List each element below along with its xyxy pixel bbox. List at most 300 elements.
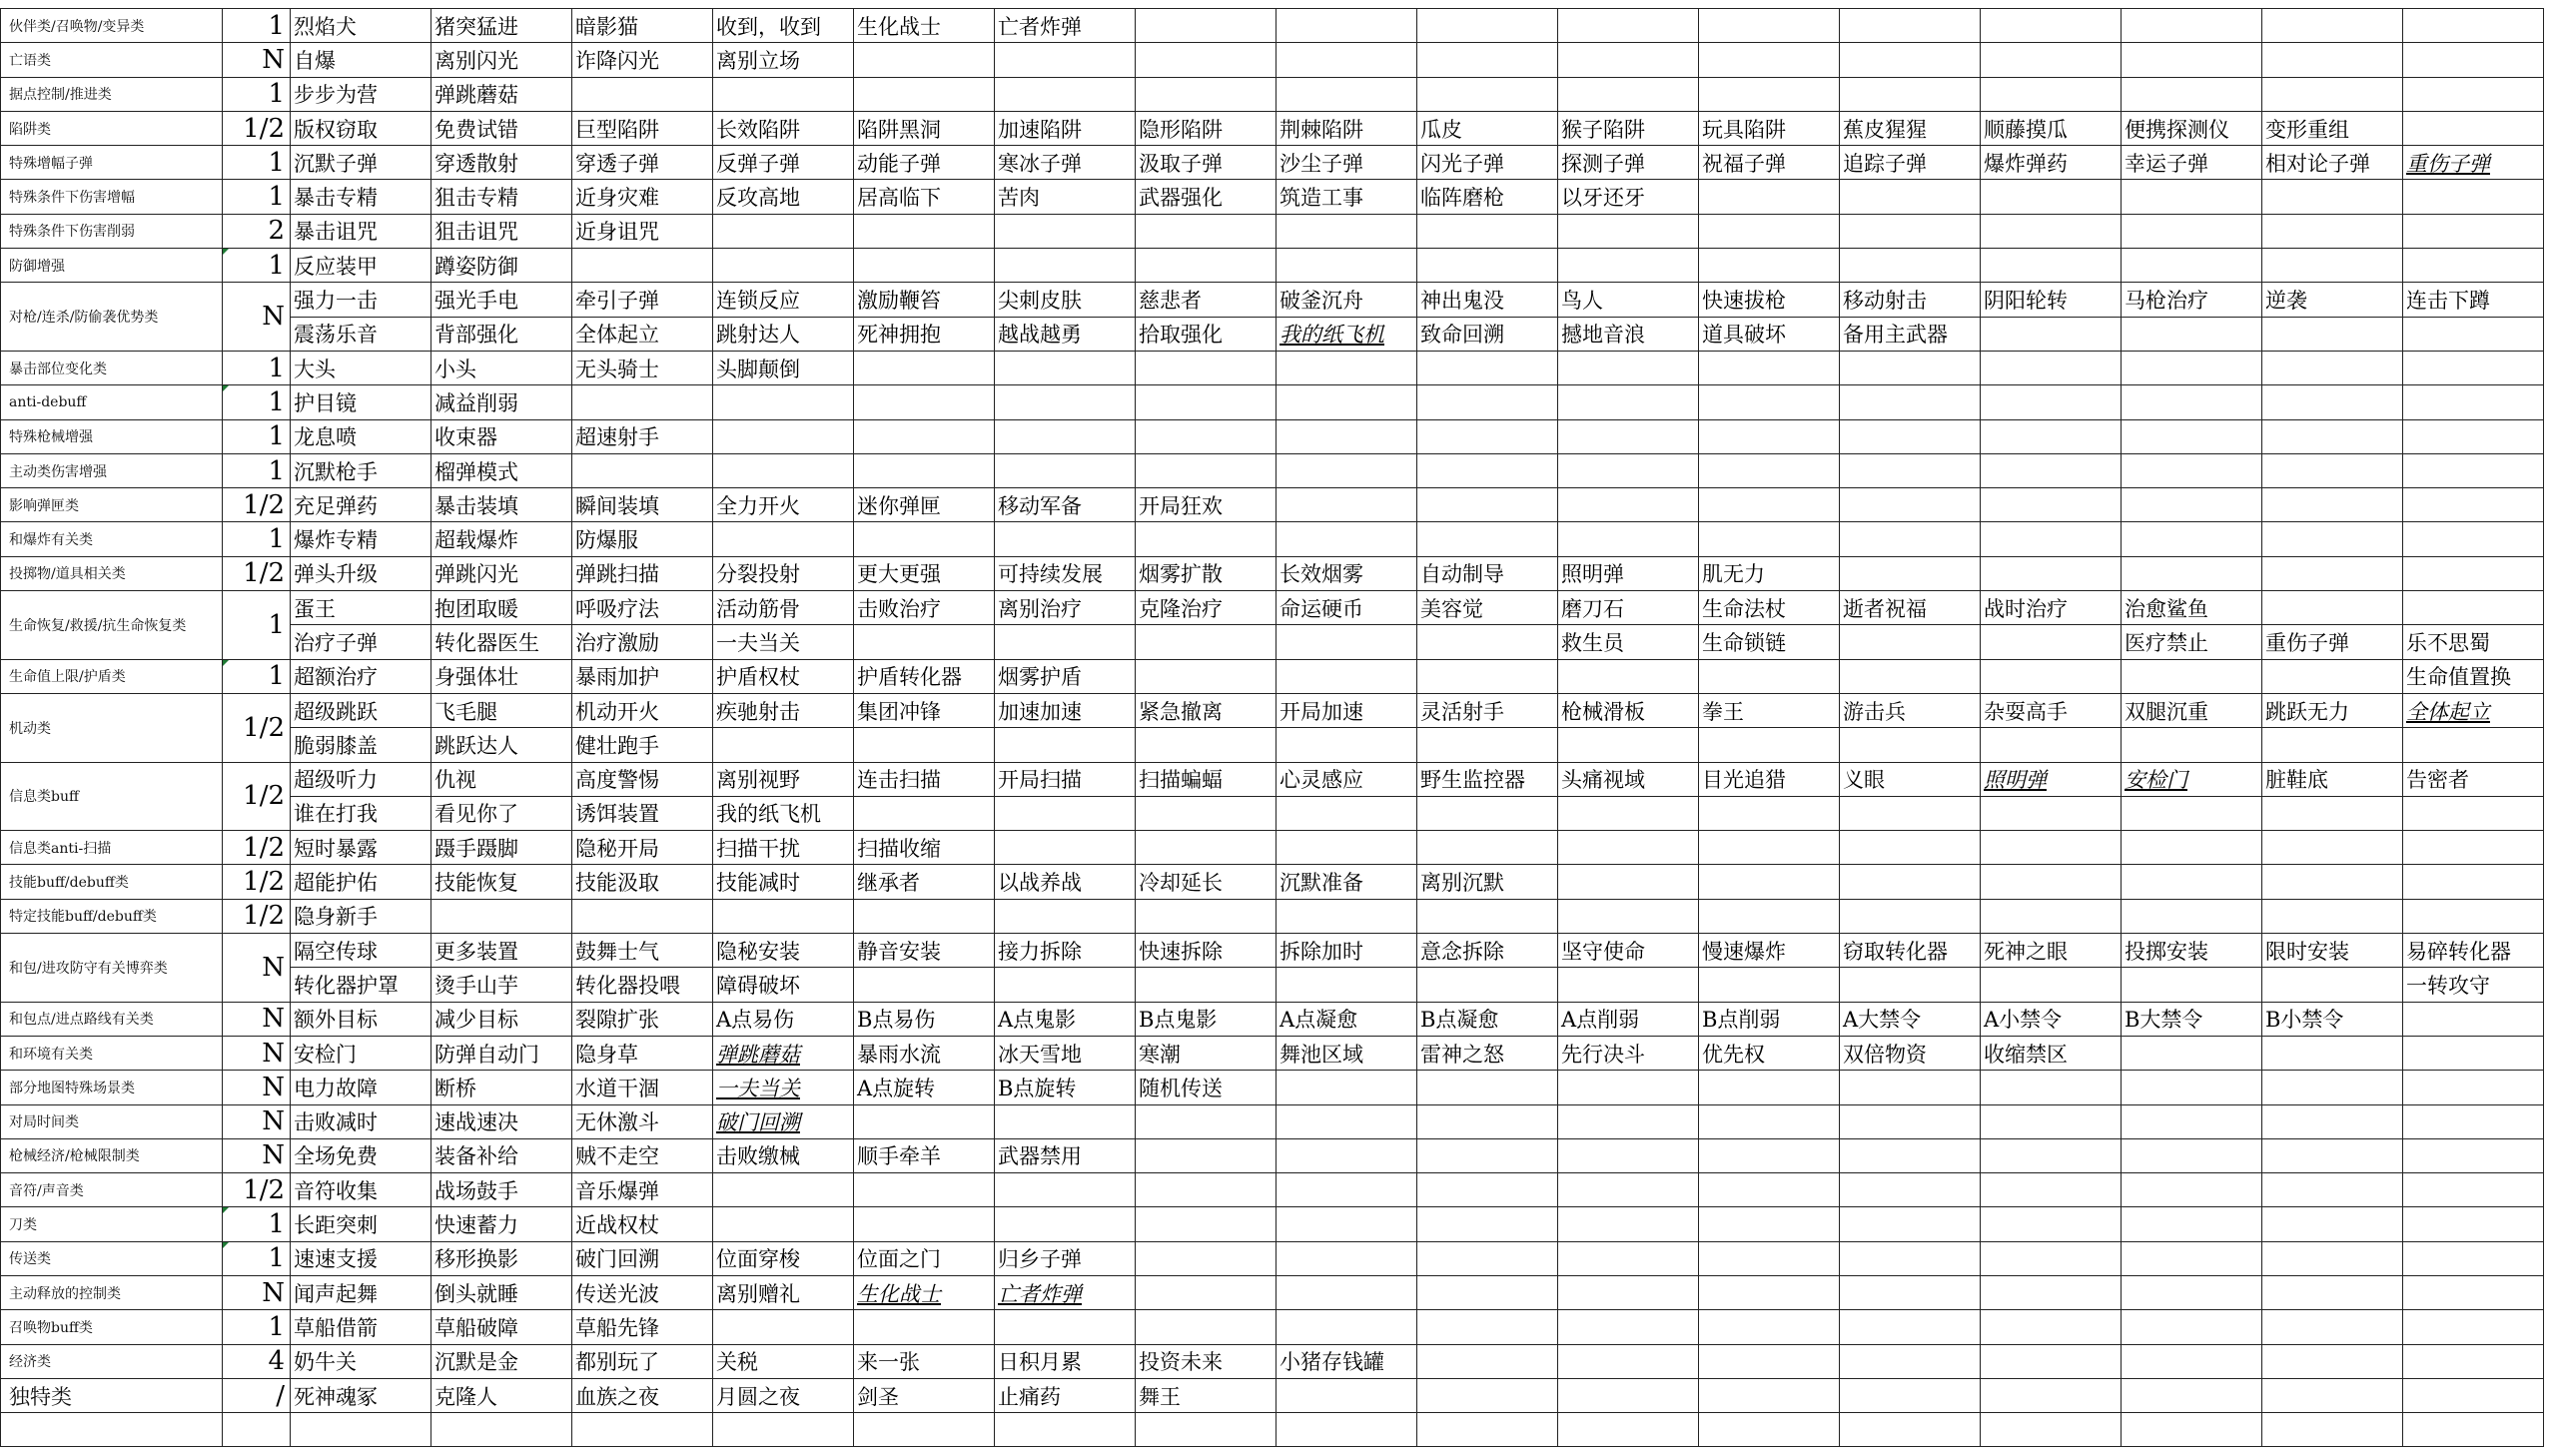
- item-name: 弹跳闪光: [434, 562, 518, 587]
- item-name: 头脚颠倒: [716, 357, 800, 381]
- item-name: 沉默准备: [1279, 871, 1363, 896]
- item-name: 跳跃达人: [434, 733, 518, 758]
- item-cell: [2122, 899, 2262, 933]
- item-cell: [431, 9, 572, 43]
- item-name: 谁在打我: [294, 802, 378, 827]
- item-name: 目光追猎: [1702, 768, 1786, 793]
- item-cell: [713, 214, 854, 248]
- item-cell: [854, 1275, 995, 1309]
- item-cell: [1840, 453, 1981, 487]
- item-cell: [572, 1310, 713, 1344]
- item-cell: [995, 865, 1136, 899]
- table-row: [1, 1071, 2544, 1104]
- item-cell: [431, 934, 572, 968]
- item-cell: [1981, 214, 2122, 248]
- item-cell: [2403, 1241, 2544, 1275]
- item-name: A点易伤: [716, 1008, 795, 1033]
- item-cell: [431, 419, 572, 453]
- item-cell: [431, 591, 572, 625]
- category-name: 枪械经济/枪械限制类: [1, 1138, 223, 1172]
- category-name: 和环境有关类: [1, 1036, 223, 1070]
- item-name: 沉默是金: [434, 1350, 518, 1375]
- item-cell: [1558, 1104, 1699, 1138]
- item-cell: [1981, 1310, 2122, 1344]
- item-cell: [2122, 111, 2262, 145]
- item-name: 扫描干扰: [716, 836, 800, 861]
- item-cell: [572, 453, 713, 487]
- item-cell: [1417, 180, 1558, 214]
- item-cell: [1840, 1413, 1981, 1447]
- item-cell: [1981, 385, 2122, 419]
- item-name: 扫描蝙蝠: [1139, 768, 1223, 793]
- item-name: 超载爆炸: [434, 528, 518, 553]
- category-name: 主动类伤害增强: [1, 453, 223, 487]
- item-name: 克隆治疗: [1139, 596, 1223, 621]
- item-cell: [1981, 1344, 2122, 1378]
- item-cell: [1840, 1378, 1981, 1412]
- item-name: 我的纸飞机: [716, 802, 821, 827]
- item-name: 短时暴露: [294, 836, 378, 861]
- item-cell: [2262, 351, 2403, 384]
- item-cell: [1558, 351, 1699, 384]
- table-row: [1, 1310, 2544, 1344]
- item-cell: [431, 249, 572, 283]
- item-cell: [995, 625, 1136, 659]
- item-cell: [1558, 283, 1699, 317]
- item-cell: [1699, 1207, 1840, 1241]
- pick-count: 4: [223, 1344, 291, 1378]
- item-cell: [1417, 1002, 1558, 1036]
- item-cell: [854, 77, 995, 111]
- item-cell: [995, 522, 1136, 556]
- item-cell: [1136, 43, 1277, 77]
- item-cell: [1277, 831, 1417, 865]
- item-name: 脏鞋底: [2265, 768, 2328, 793]
- item-cell: [854, 180, 995, 214]
- item-cell: [713, 865, 854, 899]
- item-cell: [291, 1002, 431, 1036]
- item-cell: [1981, 317, 2122, 351]
- item-cell: [1981, 351, 2122, 384]
- item-cell: [431, 1207, 572, 1241]
- item-cell: [1417, 111, 1558, 145]
- item-cell: [291, 831, 431, 865]
- item-cell: [854, 1071, 995, 1104]
- item-cell: [995, 831, 1136, 865]
- item-cell: [1840, 111, 1981, 145]
- item-name: 集团冲锋: [857, 699, 941, 724]
- item-cell: [2122, 796, 2262, 830]
- item-cell: [572, 1002, 713, 1036]
- item-cell: [1136, 146, 1277, 180]
- item-cell: [1699, 1241, 1840, 1275]
- category-name: 和包点/进点路线有关类: [1, 1002, 223, 1036]
- item-cell: [1136, 899, 1277, 933]
- pick-count: 1/2: [223, 899, 291, 933]
- item-cell: [2403, 1138, 2544, 1172]
- item-cell: [291, 351, 431, 384]
- item-cell: [431, 1002, 572, 1036]
- item-cell: [1699, 728, 1840, 762]
- item-cell: [1136, 283, 1277, 317]
- item-cell: [1136, 9, 1277, 43]
- item-name: 激励鞭笞: [857, 289, 941, 314]
- item-cell: [1981, 934, 2122, 968]
- item-name: 幸运子弹: [2125, 151, 2208, 176]
- item-cell: [2403, 214, 2544, 248]
- item-cell: [1840, 1104, 1981, 1138]
- item-name: 巨型陷阱: [575, 117, 659, 142]
- item-name: 雷神之怒: [1420, 1042, 1504, 1067]
- category-table: [0, 8, 2544, 1447]
- item-cell: [1699, 77, 1840, 111]
- table-row: [1, 556, 2544, 590]
- item-cell: [1558, 1275, 1699, 1309]
- item-cell: [854, 591, 995, 625]
- item-cell: [713, 1036, 854, 1070]
- item-name: 抱团取暖: [434, 596, 518, 621]
- item-cell: [1558, 522, 1699, 556]
- table-row: [1, 1378, 2544, 1412]
- item-name: 烈焰犬: [294, 14, 357, 39]
- item-cell: [1558, 488, 1699, 522]
- item-name: 头痛视域: [1561, 768, 1645, 793]
- item-cell: [1277, 899, 1417, 933]
- item-cell: [1277, 453, 1417, 487]
- item-cell: [1558, 249, 1699, 283]
- item-cell: [1558, 831, 1699, 865]
- item-name: 冷却延长: [1139, 871, 1223, 896]
- item-name: 飞毛腿: [434, 699, 497, 724]
- item-name: 迷你弹匣: [857, 493, 941, 518]
- item-cell: [2403, 385, 2544, 419]
- item-cell: [2262, 625, 2403, 659]
- item-name: 荆棘陷阱: [1279, 117, 1363, 142]
- item-cell: [1136, 1002, 1277, 1036]
- item-cell: [854, 968, 995, 1002]
- item-cell: [713, 283, 854, 317]
- item-name: 小猪存钱罐: [1279, 1350, 1384, 1375]
- item-cell: [1558, 419, 1699, 453]
- item-cell: [572, 796, 713, 830]
- item-name: 枪械滑板: [1561, 699, 1645, 724]
- item-cell: [1699, 865, 1840, 899]
- item-cell: [854, 9, 995, 43]
- item-name: 水道干涸: [575, 1076, 659, 1100]
- item-name: 猴子陷阱: [1561, 117, 1645, 142]
- table-row: [1, 934, 2544, 968]
- item-cell: [1277, 659, 1417, 693]
- item-cell: [431, 522, 572, 556]
- item-name: 逆袭: [2265, 289, 2307, 314]
- item-name: 寒潮: [1139, 1042, 1181, 1067]
- item-cell: [1136, 556, 1277, 590]
- item-cell: [1699, 1071, 1840, 1104]
- item-name: 速速支援: [294, 1247, 378, 1272]
- item-name: 穿透子弹: [575, 151, 659, 176]
- item-cell: [2122, 1071, 2262, 1104]
- item-cell: [291, 1138, 431, 1172]
- item-cell: [713, 453, 854, 487]
- item-name: 弹头升级: [294, 562, 378, 587]
- item-name: 破门回溯: [716, 1110, 800, 1135]
- item-name: 击败减时: [294, 1110, 378, 1135]
- item-cell: [854, 111, 995, 145]
- item-name: 备用主武器: [1843, 323, 1948, 348]
- category-name: 对局时间类: [1, 1104, 223, 1138]
- item-cell: [572, 77, 713, 111]
- item-name: 顺手牵羊: [857, 1144, 941, 1169]
- item-cell: [431, 180, 572, 214]
- item-name: 长效烟雾: [1279, 562, 1363, 587]
- item-name: 拳王: [1702, 699, 1744, 724]
- item-name: 震荡乐音: [294, 323, 378, 348]
- item-name: 跳射达人: [716, 323, 800, 348]
- item-name: 传送光波: [575, 1281, 659, 1306]
- item-cell: [1981, 1036, 2122, 1070]
- item-cell: [713, 1344, 854, 1378]
- item-cell: [572, 111, 713, 145]
- item-cell: [572, 899, 713, 933]
- item-name: 心灵感应: [1279, 768, 1363, 793]
- pick-count: 1/2: [223, 556, 291, 590]
- item-cell: [995, 249, 1136, 283]
- item-cell: [1417, 796, 1558, 830]
- item-name: 全力开火: [716, 493, 800, 518]
- item-cell: [2122, 1344, 2262, 1378]
- item-cell: [2403, 556, 2544, 590]
- item-cell: [995, 728, 1136, 762]
- item-cell: [2122, 659, 2262, 693]
- item-name: 冰天雪地: [998, 1042, 1082, 1067]
- item-name: 闪光子弹: [1420, 151, 1504, 176]
- item-cell: [1699, 1104, 1840, 1138]
- item-name: A点旋转: [857, 1076, 936, 1100]
- item-name: 继承者: [857, 871, 920, 896]
- item-cell: [1840, 625, 1981, 659]
- item-cell: [1699, 1344, 1840, 1378]
- item-name: 双倍物资: [1843, 1042, 1927, 1067]
- item-name: 更大更强: [857, 562, 941, 587]
- item-name: 移动射击: [1843, 289, 1927, 314]
- table-row: [1, 249, 2544, 283]
- item-cell: [2262, 934, 2403, 968]
- item-cell: [2262, 728, 2403, 762]
- category-name: 陷阱类: [1, 111, 223, 145]
- item-cell: [1136, 1310, 1277, 1344]
- item-cell: [2122, 762, 2262, 796]
- item-cell: [291, 728, 431, 762]
- item-cell: [291, 659, 431, 693]
- item-cell: [1277, 1344, 1417, 1378]
- item-cell: [291, 77, 431, 111]
- item-cell: [854, 1104, 995, 1138]
- category-name: 生命值上限/护盾类: [1, 659, 223, 693]
- item-cell: [1558, 385, 1699, 419]
- item-cell: [2403, 419, 2544, 453]
- item-name: 音乐爆弹: [575, 1178, 659, 1203]
- item-cell: [854, 625, 995, 659]
- item-cell: [1699, 9, 1840, 43]
- item-cell: [1417, 249, 1558, 283]
- item-cell: [431, 283, 572, 317]
- item-cell: [572, 934, 713, 968]
- item-cell: [1417, 831, 1558, 865]
- pick-count: 1: [223, 659, 291, 693]
- item-cell: [1417, 1310, 1558, 1344]
- category-name: 特殊条件下伤害增幅: [1, 180, 223, 214]
- item-cell: [2262, 659, 2403, 693]
- item-cell: [1981, 522, 2122, 556]
- item-cell: [713, 693, 854, 727]
- item-cell: [291, 419, 431, 453]
- table-row: [1, 865, 2544, 899]
- item-cell: [995, 1275, 1136, 1309]
- category-name: 音符/声音类: [1, 1173, 223, 1207]
- item-cell: [1417, 1071, 1558, 1104]
- item-name: 快速拔枪: [1702, 289, 1786, 314]
- item-cell: [431, 865, 572, 899]
- pick-count: 1: [223, 1207, 291, 1241]
- item-cell: [2262, 762, 2403, 796]
- item-name: 速战速决: [434, 1110, 518, 1135]
- item-name: 重伤子弹: [2265, 630, 2349, 655]
- item-cell: [2403, 180, 2544, 214]
- category-name: 信息类buff: [1, 762, 223, 831]
- item-cell: [1558, 659, 1699, 693]
- item-cell: [2403, 111, 2544, 145]
- item-cell: [1417, 1207, 1558, 1241]
- item-cell: [1699, 762, 1840, 796]
- item-cell: [572, 1344, 713, 1378]
- item-cell: [1840, 796, 1981, 830]
- item-cell: [1417, 43, 1558, 77]
- item-name: 障碍破坏: [716, 973, 800, 998]
- item-cell: [291, 283, 431, 317]
- item-cell: [2122, 591, 2262, 625]
- item-cell: [2262, 317, 2403, 351]
- item-cell: [2403, 351, 2544, 384]
- item-cell: [2122, 317, 2262, 351]
- item-name: 近战权杖: [575, 1213, 659, 1238]
- category-name: 对枪/连杀/防偷袭优势类: [1, 283, 223, 352]
- item-cell: [1981, 693, 2122, 727]
- item-cell: [1277, 1378, 1417, 1412]
- item-cell: [1136, 1207, 1277, 1241]
- item-name: 投资未来: [1139, 1350, 1223, 1375]
- item-cell: [1840, 522, 1981, 556]
- item-name: B点旋转: [998, 1076, 1077, 1100]
- pick-count: /: [223, 1378, 291, 1412]
- item-name: 闻声起舞: [294, 1281, 378, 1306]
- item-name: 磨刀石: [1561, 596, 1624, 621]
- table-row: [1, 591, 2544, 625]
- item-cell: [1840, 488, 1981, 522]
- item-name: 加速加速: [998, 699, 1082, 724]
- item-cell: [995, 1207, 1136, 1241]
- item-cell: [2403, 43, 2544, 77]
- item-cell: [995, 111, 1136, 145]
- item-cell: [1699, 796, 1840, 830]
- item-name: 离别沉默: [1420, 871, 1504, 896]
- item-cell: [1277, 385, 1417, 419]
- pick-count: N: [223, 1036, 291, 1070]
- item-cell: [572, 317, 713, 351]
- item-cell: [572, 488, 713, 522]
- item-name: 美容觉: [1420, 596, 1483, 621]
- item-name: 离别治疗: [998, 596, 1082, 621]
- item-cell: [1981, 659, 2122, 693]
- table-row: [1, 693, 2544, 727]
- item-name: 道具破坏: [1702, 323, 1786, 348]
- item-name: 弹跳蘑菇: [434, 83, 518, 108]
- item-cell: [2403, 728, 2544, 762]
- table-row: [1, 522, 2544, 556]
- item-cell: [2262, 1241, 2403, 1275]
- item-cell: [2262, 1002, 2403, 1036]
- pick-count: 1/2: [223, 831, 291, 865]
- item-cell: [2403, 796, 2544, 830]
- item-name: 技能汲取: [575, 871, 659, 896]
- item-cell: [1277, 1036, 1417, 1070]
- item-cell: [291, 453, 431, 487]
- item-cell: [854, 556, 995, 590]
- item-cell: [2403, 77, 2544, 111]
- item-cell: [1981, 111, 2122, 145]
- item-name: 超额治疗: [294, 665, 378, 690]
- item-name: 超级听力: [294, 768, 378, 793]
- item-cell: [1136, 249, 1277, 283]
- item-name: 草船借箭: [294, 1315, 378, 1340]
- item-name: 意念拆除: [1420, 939, 1504, 964]
- item-cell: [1417, 728, 1558, 762]
- item-name: 乐不思蜀: [2406, 630, 2490, 655]
- item-cell: [1417, 488, 1558, 522]
- item-name: 鸟人: [1561, 289, 1603, 314]
- item-name: 身强体壮: [434, 665, 518, 690]
- pick-count: 1: [223, 591, 291, 660]
- item-cell: [431, 385, 572, 419]
- item-cell: [2262, 1413, 2403, 1447]
- item-cell: [995, 556, 1136, 590]
- item-cell: [1136, 659, 1277, 693]
- item-cell: [854, 1173, 995, 1207]
- item-cell: [2122, 214, 2262, 248]
- item-cell: [713, 625, 854, 659]
- category-name: 传送类: [1, 1241, 223, 1275]
- item-cell: [1277, 1173, 1417, 1207]
- item-cell: [1981, 283, 2122, 317]
- item-cell: [1417, 556, 1558, 590]
- item-cell: [1417, 1378, 1558, 1412]
- item-cell: [572, 556, 713, 590]
- item-cell: [713, 1275, 854, 1309]
- item-name: 离别闪光: [434, 48, 518, 73]
- item-cell: [713, 968, 854, 1002]
- item-cell: [572, 9, 713, 43]
- pick-count: [223, 1413, 291, 1447]
- item-cell: [1558, 591, 1699, 625]
- item-name: 诈降闪光: [575, 48, 659, 73]
- item-cell: [995, 1344, 1136, 1378]
- item-name: 装备补给: [434, 1144, 518, 1169]
- item-cell: [1136, 1275, 1277, 1309]
- item-cell: [431, 214, 572, 248]
- item-name: 投掷安装: [2125, 939, 2208, 964]
- item-cell: [995, 1413, 1136, 1447]
- item-cell: [1417, 77, 1558, 111]
- pick-count: 1/2: [223, 111, 291, 145]
